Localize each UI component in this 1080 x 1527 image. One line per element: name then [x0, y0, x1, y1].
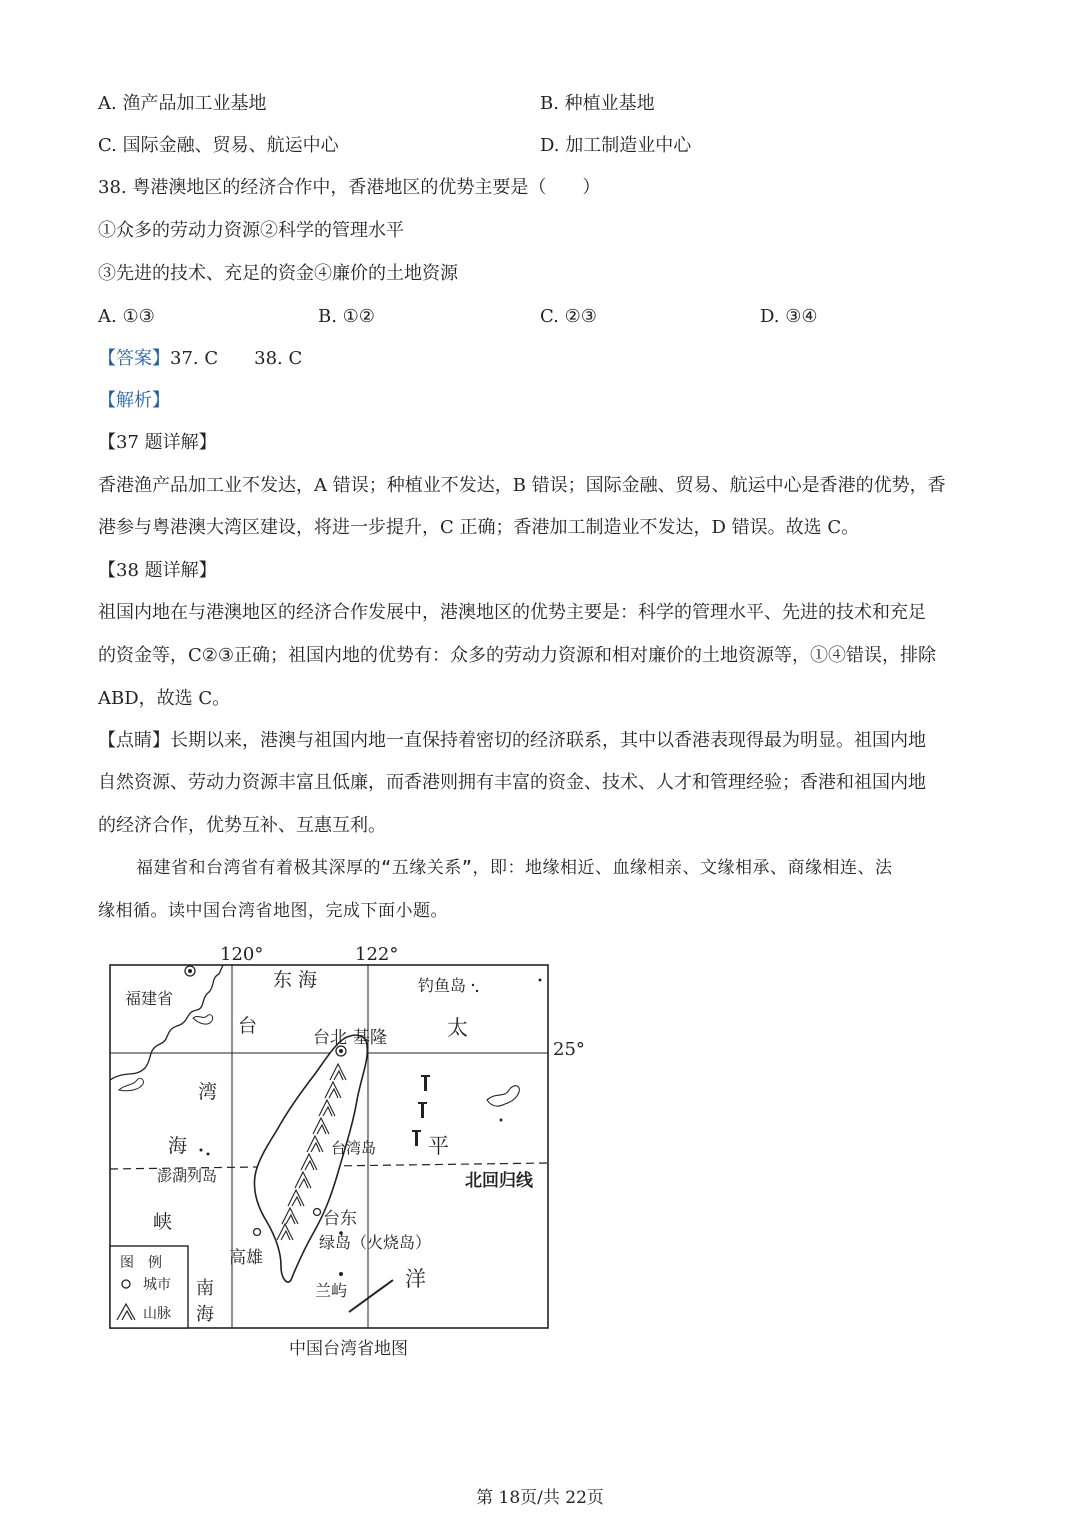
taipei-label: 台北 — [313, 1028, 347, 1048]
q38-option-a: A. ①③ — [98, 306, 155, 327]
fujian-label: 福建省 — [125, 989, 174, 1008]
islet-dot — [539, 979, 542, 982]
penghu-dot — [207, 1153, 210, 1156]
taipei-city-dot — [339, 1049, 343, 1053]
answer-line — [98, 347, 302, 371]
diaoyu-label: 钓鱼岛 — [418, 976, 467, 995]
q37-option-c: C. 国际金融、贸易、航运中心 — [98, 135, 339, 156]
south-sea-char-2: 海 — [196, 1304, 214, 1325]
legend-mountain-label: 山脉 — [143, 1306, 171, 1322]
answer-text: 37. C 38. C — [170, 348, 303, 369]
strait-char-1: 台 — [238, 1015, 258, 1037]
pacific-char-3: 洋 — [405, 1267, 426, 1291]
detail37-line-2: 港参与粤港澳大湾区建设，将进一步提升，C 正确；香港加工制造业不发达，D 错误。故选 C。 — [98, 517, 860, 538]
islet-dot — [476, 990, 478, 992]
strait-char-3: 海 — [168, 1135, 188, 1157]
detail37-title: 【37 题详解】 — [98, 432, 217, 453]
intro-line-1: 福建省和台湾省有着极其深厚的“五缘关系”，即：地缘相近、血缘相亲、文缘相承、商缘相连、法 — [136, 858, 893, 878]
lvdao-label: 绿岛（火烧岛） — [319, 1233, 432, 1252]
detail37-line-1: 香港渔产品加工业不发达，A 错误；种植业不发达，B 错误；国际金融、贸易、航运中心是香港的优势，香 — [98, 475, 946, 496]
analysis-label: 【解析】 — [98, 390, 170, 411]
lanyu-dot — [339, 1272, 343, 1276]
south-sea-char-1: 南 — [196, 1278, 214, 1299]
strait-char-4: 峡 — [153, 1211, 173, 1233]
fuzhou-city-dot — [188, 969, 192, 973]
taitung-label: 台东 — [323, 1209, 357, 1229]
pacific-char-1: 太 — [447, 1016, 468, 1040]
detail38-line-1: 祖国内地在与港澳地区的经济合作发展中，港澳地区的优势主要是：科学的管理水平、先进的技术和充足 — [98, 602, 926, 623]
map-caption: 中国台湾省地图 — [289, 1339, 408, 1359]
islet-dot — [472, 984, 474, 986]
islet-dot — [500, 1119, 503, 1122]
penghu-dot — [200, 1149, 203, 1152]
intro-line-2: 缘相循。读中国台湾省地图，完成下面小题。 — [98, 901, 448, 921]
coast-island — [193, 1015, 213, 1024]
ryukyu-island — [487, 1086, 519, 1106]
tropic-label: 北回归线 — [465, 1171, 533, 1191]
coast-island — [119, 1078, 143, 1090]
tip-line-3: 的经济合作，优势互补、互惠互利。 — [98, 815, 386, 836]
tip-line-1: 【点睛】长期以来，港澳与祖国内地一直保持着密切的经济联系，其中以香港表现得最为明显。祖国内地 — [98, 730, 926, 751]
fujian-coastline — [110, 965, 223, 1080]
kaohsiung-label: 高雄 — [229, 1248, 263, 1268]
taitung-city-icon — [314, 1209, 321, 1216]
q38-option-d: D. ③④ — [760, 306, 818, 327]
kaohsiung-city-icon — [254, 1229, 261, 1236]
taiwan-map — [105, 940, 625, 1370]
pacific-char-2: 平 — [428, 1134, 449, 1158]
q37-option-d: D. 加工制造业中心 — [540, 135, 692, 156]
lon-120-label: 120° — [220, 944, 264, 965]
detail38-line-2: 的资金等，C②③正确；祖国内地的优势有：众多的劳动力资源和相对廉价的土地资源等，①④错误，排除 — [98, 645, 937, 666]
q38-option-c: C. ②③ — [540, 306, 597, 327]
keelung-label: 基隆 — [353, 1028, 387, 1048]
q38-stem: 38. 粤港澳地区的经济合作中，香港地区的优势主要是（ ） — [98, 177, 601, 198]
answer-label: 【答案】 — [98, 348, 170, 369]
q37-option-b: B. 种植业基地 — [540, 93, 655, 114]
legend-city-label: 城市 — [143, 1277, 171, 1293]
q38-option-b: B. ①② — [318, 306, 375, 327]
lat-25-label: 25° — [553, 1039, 585, 1060]
page-footer: 第 18页/共 22页 — [476, 1488, 604, 1508]
lanyu-label: 兰屿 — [315, 1281, 348, 1300]
q37-option-a: A. 渔产品加工业基地 — [98, 93, 267, 114]
east-sea-label: 东 海 — [273, 969, 318, 991]
tip-line-2: 自然资源、劳动力资源丰富且低廉，而香港则拥有丰富的资金、技术、人才和管理经验；香港和祖国内地 — [98, 772, 926, 793]
q38-item-line-1: ①众多的劳动力资源②科学的管理水平 — [98, 220, 404, 241]
q38-item-line-2: ③先进的技术、充足的资金④廉价的土地资源 — [98, 263, 458, 284]
detail38-title: 【38 题详解】 — [98, 560, 217, 581]
strait-char-2: 湾 — [198, 1081, 218, 1103]
penghu-label: 澎湖列岛 — [157, 1167, 218, 1185]
lon-122-label: 122° — [355, 944, 399, 965]
detail38-line-3: ABD，故选 C。 — [98, 688, 231, 709]
taiwan-island-label: 台湾岛 — [331, 1139, 377, 1157]
bashi-channel-line — [349, 1280, 393, 1312]
legend-title: 图 例 — [120, 1255, 162, 1271]
map-legend — [110, 1246, 188, 1328]
